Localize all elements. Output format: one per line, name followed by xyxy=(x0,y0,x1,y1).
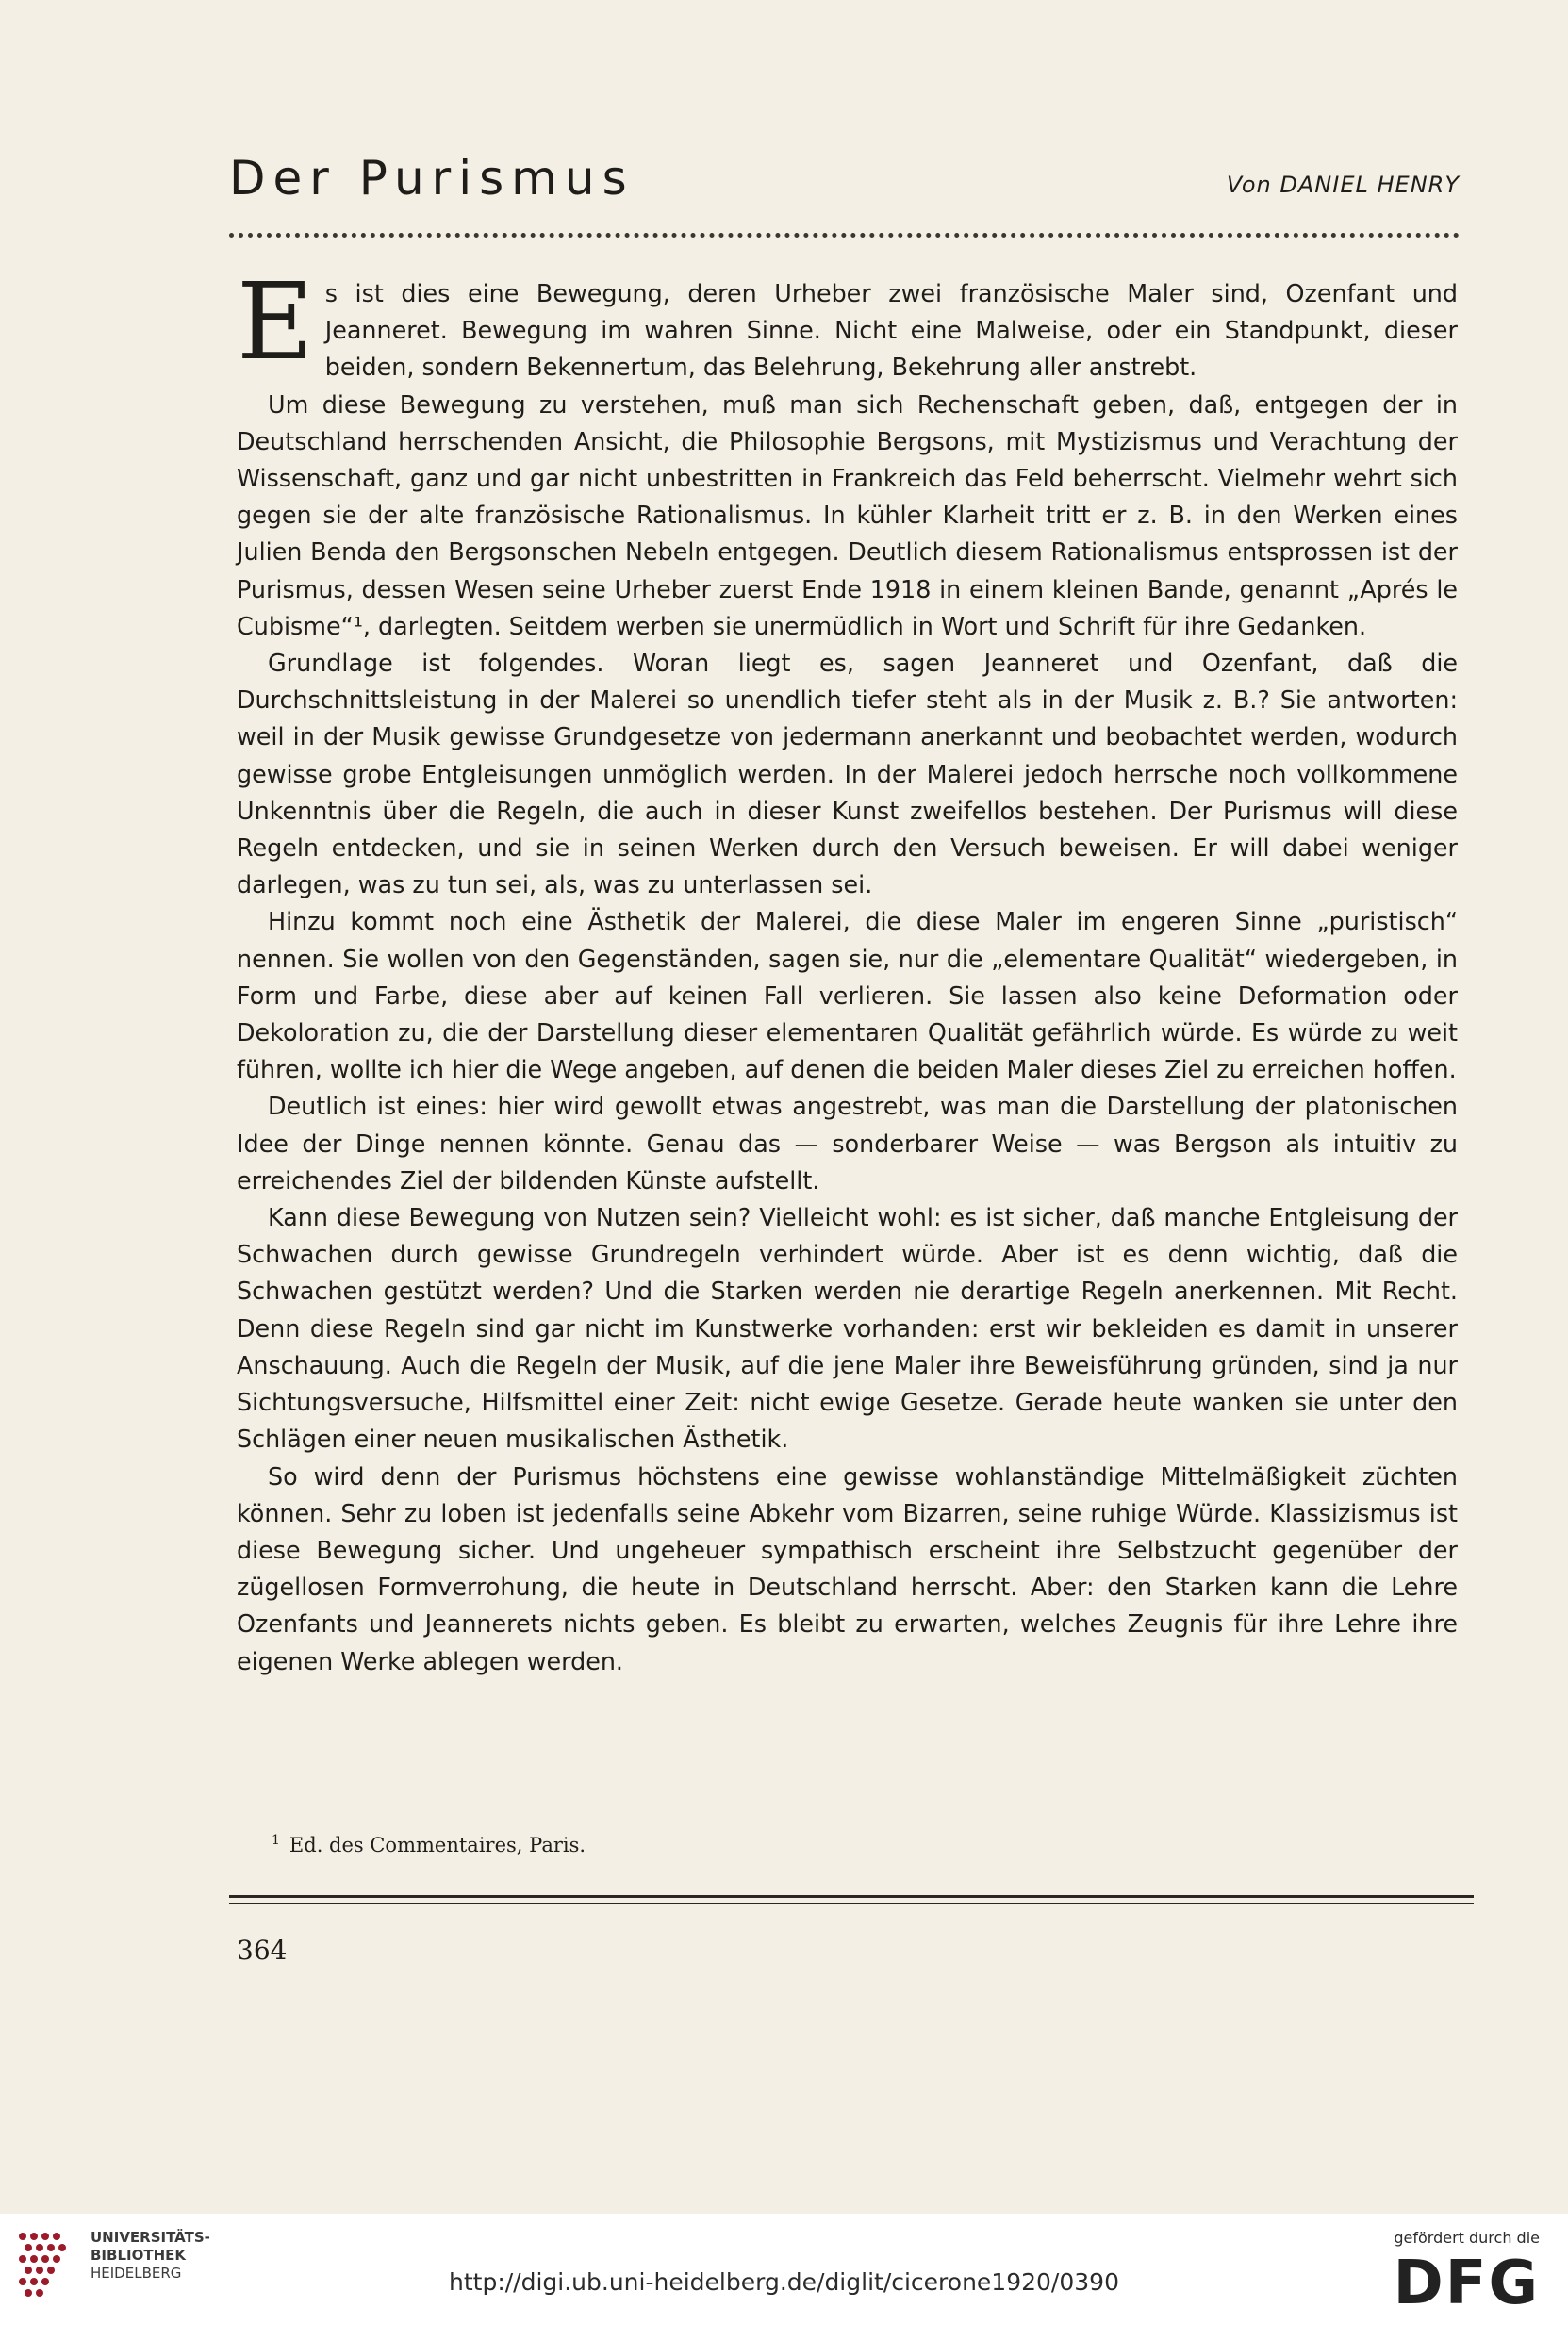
paragraph-4: Hinzu kommt noch eine Ästhetik der Malerei, die diese Maler im engeren Sinne „puristisch“ nennen. Sie wollen von den Gegenständen, sagen sie, nur die „elementare Qualität“ wiedergeben, in Form und Farbe, diese aber auf keinen Fall verlieren. Sie lassen also keine Deformation oder Dekoloration zu, die der Darstellung dieser elementaren Qualität gefährlich würde. Es würde zu weit führen, wollte ich hier die Wege angeben, auf denen die beiden Maler dieses Ziel zu erreichen hoffen. xyxy=(237,907,1458,1084)
header-dotted-divider xyxy=(229,233,1460,238)
funding-label: gefördert durch die xyxy=(1394,2229,1540,2247)
paragraph-1-text: s ist dies eine Bewegung, deren Urheber zwei französische Maler sind, Ozenfant und Jeanneret. Bewegung im wahren Sinne. Nicht eine Malweise, oder ein Standpunkt, dieser beiden, sondern Bekennertum, das Belehrung, Bekehrung aller anstrebt. xyxy=(324,279,1458,382)
institution-line-2: BIBLIOTHEK xyxy=(91,2247,186,2264)
bottom-divider xyxy=(229,1895,1474,1898)
paragraph-3: Grundlage ist folgendes. Woran liegt es, sagen Jeanneret und Ozenfant, daß die Durchschnittsleistung in der Malerei so unendlich tiefer steht als in der Musik z. B.? Sie antworten: weil in der Musik gewisse Grundgesetze von jedermann anerkannt und beobachtet werden, wodurch gewisse grobe Entgleisungen unmöglich werden. In der Malerei jedoch herrsche noch vollkommene Unkenntnis über die Regeln, die auch in dieser Kunst zweifellos bestehen. Der Purismus will diese Regeln entdecken, und sie in seinen Werken durch den Versuch beweisen. Er will dabei weniger darlegen, was zu tun sei, als, was zu unterlassen sei. xyxy=(237,649,1458,899)
dfg-logo: DFG xyxy=(1393,2249,1540,2318)
paragraph-5: Deutlich ist eines: hier wird gewollt etwas angestrebt, was man die Darstellung der platonischen Idee der Dinge nennen könnte. Genau das — sonderbarer Weise — was Bergson als intuitiv zu erreichendes Ziel der bildenden Künste aufstellt. xyxy=(237,1092,1458,1195)
article-header xyxy=(229,151,1460,217)
footnote xyxy=(272,1833,586,1856)
article-body xyxy=(237,261,1458,1680)
paragraph-6: Kann diese Bewegung von Nutzen sein? Vielleicht wohl: es ist sicher, daß manche Entgleisung der Schwachen durch gewisse Grundregeln verhindert würde. Aber ist es denn wichtig, daß die Schwachen gestützt werden? Und die Starken werden nie derartige Regeln anerkennen. Mit Recht. Denn diese Regeln sind gar nicht im Kunstwerke vorhanden: erst wir bekleiden es damit in unserer Anschauung. Auch die Regeln der Musik, auf die jene Maler ihre Beweisführung gründen, sind ja nur Sichtungsversuche, Hilfsmittel einer Zeit: nicht ewige Gesetze. Gerade heute wanken sie unter den Schlägen einer neuen musikalischen Ästhetik. xyxy=(237,1203,1458,1454)
bottom-divider-second xyxy=(229,1903,1474,1904)
footnote-mark: 1 xyxy=(272,1833,280,1848)
paragraph-1 xyxy=(237,261,1458,387)
page-number: 364 xyxy=(237,1935,288,1966)
institution-line-1: UNIVERSITÄTS- xyxy=(91,2229,210,2246)
paragraph-7: So wird denn der Purismus höchstens eine gewisse wohlanständige Mittelmäßigkeit züchten können. Sehr zu loben ist jedenfalls seine Abkehr vom Bizarren, seine ruhige Würde. Klassizismus ist diese Bewegung sicher. Und ungeheuer sympathisch erscheint ihre Selbstzucht gegenüber der zügellosen Formverrohung, die heute in Deutschland herrscht. Aber: den Starken kann die Lehre Ozenfants und Jeannerets nichts geben. Es bleibt zu erwarten, welches Zeugnis für ihre Lehre ihre eigenen Werke ablegen werden. xyxy=(237,1461,1458,1675)
dropcap-letter: E xyxy=(237,261,314,384)
digital-copy-url[interactable]: http://digi.ub.uni-heidelberg.de/diglit/cicerone1920/0390 xyxy=(449,2268,1119,2296)
paragraph-2: Um diese Bewegung zu verstehen, muß man sich Rechenschaft geben, daß, entgegen der in Deutschland herrschenden Ansicht, die Philosophie Bergsons, mit Mystizismus und Verachtung der Wissenschaft, ganz und gar nicht unbestritten in Frankreich das Feld beherrscht. Vielmehr wehrt sich gegen sie der alte französische Rationalismus. In kühler Klarheit tritt er z. B. in den Werken eines Julien Benda den Bergsonschen Nebeln entgegen. Deutlich diesem Rationalismus entsprossen ist der Purismus, dessen Wesen seine Urheber zuerst Ende 1918 in einem kleinen Bande, genannt „Aprés le Cubisme“¹, darlegten. Seitdem werben sie unermüdlich in Wort und Schrift für ihre Gedanken. xyxy=(237,389,1458,640)
institution-line-3: HEIDELBERG xyxy=(91,2265,182,2282)
footnote-text: Ed. des Commentaires, Paris. xyxy=(289,1834,586,1856)
article-title: Der Purismus xyxy=(229,151,635,206)
article-byline: Von DANIEL HENRY xyxy=(1226,172,1460,198)
digitization-footer xyxy=(0,2214,1568,2341)
